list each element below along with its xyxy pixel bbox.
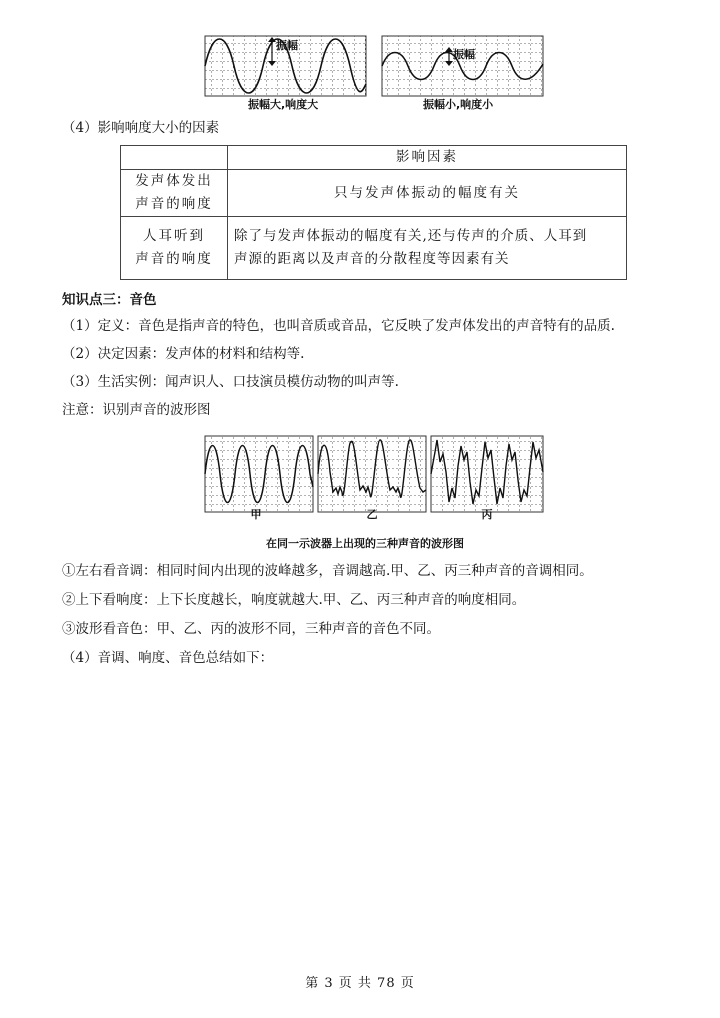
- table-row-text: [228, 170, 627, 217]
- waveform-label-jia: 甲: [250, 508, 262, 520]
- waveform-label-yi: 乙: [366, 508, 378, 520]
- three-sounds-waveform-figure: [200, 432, 550, 520]
- label-line: 声音的响度: [135, 196, 213, 212]
- text-line: 只与发声体振动的幅度有关: [334, 184, 520, 201]
- analysis-timbre: ③波形看音色：甲、乙、丙的波形不同，三种声音的音色不同。: [62, 621, 440, 637]
- table-row: [121, 217, 627, 280]
- table-header-factors: 影响因素: [228, 146, 627, 170]
- section-4-title: （4）影响响度大小的因素: [62, 120, 220, 136]
- table-header-row: [121, 146, 627, 170]
- text-line: 声源的距离以及声音的分散程度等因素有关: [234, 251, 510, 267]
- table-row-label: [121, 217, 228, 280]
- section-3-heading: 知识点三：音色: [62, 292, 157, 308]
- left-figure-caption: 振幅大,响度大: [248, 98, 319, 111]
- right-figure-caption: 振幅小,响度小: [423, 98, 494, 111]
- waveform-yi: [318, 436, 426, 512]
- summary-title: （4）音调、响度、音色总结如下：: [62, 650, 274, 666]
- table-row-label: [121, 170, 228, 217]
- section-3-item: （1）定义：音色是指声音的特色，也叫音质或音品，它反映了发声体发出的声音特有的品质.: [62, 318, 615, 334]
- loudness-factors-table: [120, 145, 627, 280]
- waveform-figure-caption: 在同一示波器上出现的三种声音的波形图: [266, 537, 464, 550]
- text-line: 除了与发声体振动的幅度有关,还与传声的介质、人耳到: [234, 228, 588, 244]
- amp-label-right: 振幅: [453, 48, 475, 61]
- small-amplitude-waveform: [382, 36, 543, 96]
- table-row-text: [228, 217, 627, 280]
- table-header-empty: [121, 146, 228, 170]
- section-3-item: （3）生活实例：闻声识人、口技演员模仿动物的叫声等.: [62, 374, 399, 390]
- waveform-bing: [431, 436, 543, 512]
- table-row: [121, 170, 627, 217]
- label-line: 声音的响度: [135, 251, 213, 267]
- analysis-pitch: ①左右看音调：相同时间内出现的波峰越多，音调越高.甲、乙、丙三种声音的音调相同。: [62, 563, 593, 579]
- waveform-label-bing: 丙: [481, 508, 493, 520]
- page-footer: 第 3 页 共 78 页: [305, 976, 415, 991]
- section-3-item: （2）决定因素：发声体的材料和结构等.: [62, 346, 305, 362]
- analysis-loudness: ②上下看响度：上下长度越长，响度就越大.甲、乙、丙三种声音的响度相同。: [62, 592, 526, 608]
- label-line: 人耳听到: [143, 228, 205, 244]
- amp-label-left: 振幅: [276, 39, 298, 52]
- label-line: 发声体发出: [135, 173, 213, 189]
- section-3-note: 注意：识别声音的波形图: [62, 402, 211, 418]
- waveform-jia: [205, 436, 313, 512]
